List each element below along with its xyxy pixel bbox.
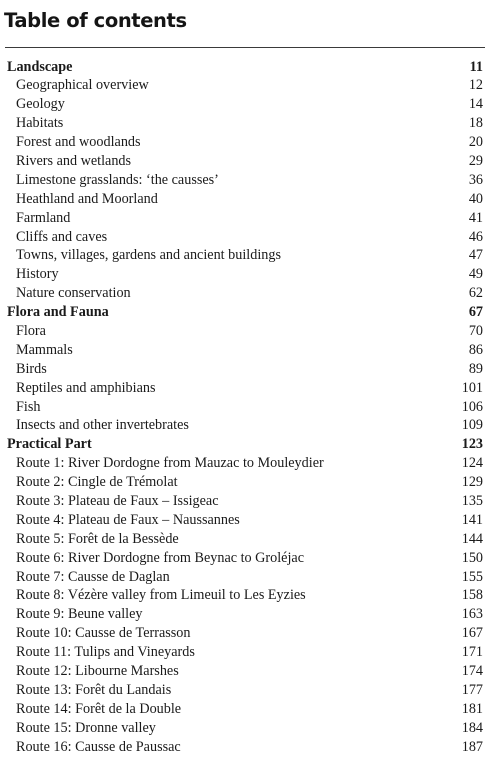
toc-entry[interactable] bbox=[0, 190, 491, 209]
entry-label: Route 7: Causse de Daglan bbox=[16, 568, 170, 585]
entry-label: Geographical overview bbox=[16, 77, 149, 94]
toc-entry[interactable] bbox=[0, 76, 491, 95]
toc-entry[interactable] bbox=[0, 492, 491, 511]
toc-entry[interactable] bbox=[0, 228, 491, 247]
page-number: 14 bbox=[468, 96, 483, 113]
toc-entry[interactable] bbox=[0, 454, 491, 473]
page-number: 86 bbox=[468, 341, 483, 358]
toc-entry[interactable] bbox=[0, 568, 491, 587]
entry-label: Route 11: Tulips and Vineyards bbox=[16, 644, 195, 661]
entry-label: Route 4: Plateau de Faux – Naussannes bbox=[16, 511, 240, 528]
page-number: 101 bbox=[461, 379, 483, 396]
entry-label: Route 16: Causse de Paussac bbox=[16, 738, 181, 755]
toc-entry[interactable] bbox=[0, 549, 491, 568]
section-title: Landscape bbox=[7, 58, 73, 75]
entry-label: Geology bbox=[16, 96, 65, 113]
page-number: 12 bbox=[468, 77, 483, 94]
page-number: 20 bbox=[468, 134, 483, 151]
page-number: 29 bbox=[468, 152, 483, 169]
toc-section-heading[interactable] bbox=[0, 435, 491, 454]
page-number: 41 bbox=[468, 209, 483, 226]
toc-entry[interactable] bbox=[0, 624, 491, 643]
toc-section-heading[interactable] bbox=[0, 58, 491, 77]
page-number: 184 bbox=[461, 719, 483, 736]
entry-label: Limestone grasslands: ‘the causses’ bbox=[16, 171, 219, 188]
entry-label: Mammals bbox=[16, 341, 73, 358]
toc-entry[interactable] bbox=[0, 209, 491, 228]
entry-label: Route 2: Cingle de Trémolat bbox=[16, 474, 178, 491]
entry-label: Route 6: River Dordogne from Beynac to Groléjac bbox=[16, 549, 305, 566]
page-number: 67 bbox=[468, 304, 483, 321]
page-number: 167 bbox=[461, 625, 483, 642]
toc-entry[interactable] bbox=[0, 95, 491, 114]
entry-label: Reptiles and amphibians bbox=[16, 379, 156, 396]
page-number: 18 bbox=[468, 115, 483, 132]
entry-label: Heathland and Moorland bbox=[16, 190, 158, 207]
page-number: 144 bbox=[461, 530, 483, 547]
toc-entry[interactable] bbox=[0, 700, 491, 719]
title-divider bbox=[5, 47, 485, 48]
entry-label: Farmland bbox=[16, 209, 71, 226]
page-number: 158 bbox=[461, 587, 483, 604]
entry-label: Insects and other invertebrates bbox=[16, 417, 189, 434]
page-number: 177 bbox=[461, 681, 483, 698]
page-number: 70 bbox=[468, 322, 483, 339]
page-number: 174 bbox=[461, 663, 483, 679]
page-number: 47 bbox=[468, 247, 483, 264]
toc-entry[interactable] bbox=[0, 605, 491, 624]
toc-section-heading[interactable] bbox=[0, 303, 491, 322]
toc-entry[interactable] bbox=[0, 379, 491, 398]
entry-label: Fish bbox=[16, 398, 41, 415]
toc-entry[interactable] bbox=[0, 152, 491, 171]
page-number: 123 bbox=[461, 436, 483, 453]
page-number: 150 bbox=[461, 549, 483, 566]
entry-label: Flora bbox=[16, 322, 46, 339]
toc-entry[interactable] bbox=[0, 662, 491, 681]
page-number: 135 bbox=[461, 492, 483, 509]
entry-label: Habitats bbox=[16, 115, 64, 132]
toc-entry[interactable] bbox=[0, 171, 491, 190]
toc-entry[interactable] bbox=[0, 738, 491, 757]
toc-entry[interactable] bbox=[0, 133, 491, 152]
entry-label: Route 14: Forêt de la Double bbox=[16, 700, 182, 717]
toc-entry[interactable] bbox=[0, 360, 491, 379]
toc-entry[interactable] bbox=[0, 719, 491, 738]
entry-label: Route 13: Forêt du Landais bbox=[16, 681, 172, 698]
entry-label: Route 10: Causse de Terrasson bbox=[16, 625, 191, 642]
toc-entry[interactable] bbox=[0, 322, 491, 341]
page-number: 89 bbox=[468, 360, 483, 377]
toc-entry[interactable] bbox=[0, 681, 491, 700]
entry-label: Rivers and wetlands bbox=[16, 152, 132, 169]
page-number: 36 bbox=[468, 171, 483, 188]
section-title: Flora and Fauna bbox=[7, 304, 109, 321]
entry-label: Towns, villages, gardens and ancient buildings bbox=[16, 247, 281, 264]
page-number: 141 bbox=[461, 511, 483, 528]
entry-label: Route 8: Vézère valley from Limeuil to Les Eyzies bbox=[16, 587, 306, 604]
toc-entry[interactable] bbox=[0, 114, 491, 133]
toc-entry[interactable] bbox=[0, 265, 491, 284]
page-number: 49 bbox=[468, 266, 483, 283]
entry-label: Forest and woodlands bbox=[16, 134, 141, 151]
entry-label: Cliffs and caves bbox=[16, 228, 108, 245]
entry-label: Birds bbox=[16, 360, 47, 377]
page-number: 171 bbox=[461, 644, 483, 661]
entry-label: Nature conservation bbox=[16, 285, 131, 302]
page-number: 129 bbox=[461, 474, 483, 491]
toc-entry[interactable] bbox=[0, 416, 491, 435]
entry-label: Route 5: Forêt de la Bessède bbox=[16, 530, 179, 547]
section-title: Practical Part bbox=[7, 436, 92, 453]
page-number: 106 bbox=[461, 398, 483, 415]
toc-entry[interactable] bbox=[0, 246, 491, 265]
entry-label: Route 1: River Dordogne from Mauzac to Mouleydier bbox=[16, 455, 324, 472]
entry-label: Route 3: Plateau de Faux – Issigeac bbox=[16, 492, 219, 509]
toc-entry[interactable] bbox=[0, 586, 491, 605]
toc-entry[interactable] bbox=[0, 398, 491, 417]
page-number: 124 bbox=[461, 455, 483, 472]
toc-entry[interactable] bbox=[0, 341, 491, 360]
page-number: 109 bbox=[461, 417, 483, 434]
toc-entry[interactable] bbox=[0, 284, 491, 303]
page-title: Table of contents bbox=[4, 9, 187, 32]
page-number: 181 bbox=[461, 700, 483, 717]
entry-label: Route 9: Beune valley bbox=[16, 606, 143, 623]
toc-list bbox=[0, 58, 491, 757]
page-number: 163 bbox=[461, 606, 483, 623]
page-number: 40 bbox=[468, 190, 483, 207]
page-number: 11 bbox=[469, 58, 483, 75]
toc-entry[interactable] bbox=[0, 643, 491, 662]
page-number: 187 bbox=[461, 738, 483, 755]
page-number: 46 bbox=[468, 228, 483, 245]
toc-entry[interactable] bbox=[0, 511, 491, 530]
entry-label: Route 12: Libourne Marshes bbox=[16, 663, 179, 679]
page-number: 62 bbox=[468, 285, 483, 302]
entry-label: History bbox=[16, 266, 59, 283]
toc-entry[interactable] bbox=[0, 473, 491, 492]
page-number: 155 bbox=[461, 568, 483, 585]
entry-label: Route 15: Dronne valley bbox=[16, 719, 156, 736]
toc-entry[interactable] bbox=[0, 530, 491, 549]
